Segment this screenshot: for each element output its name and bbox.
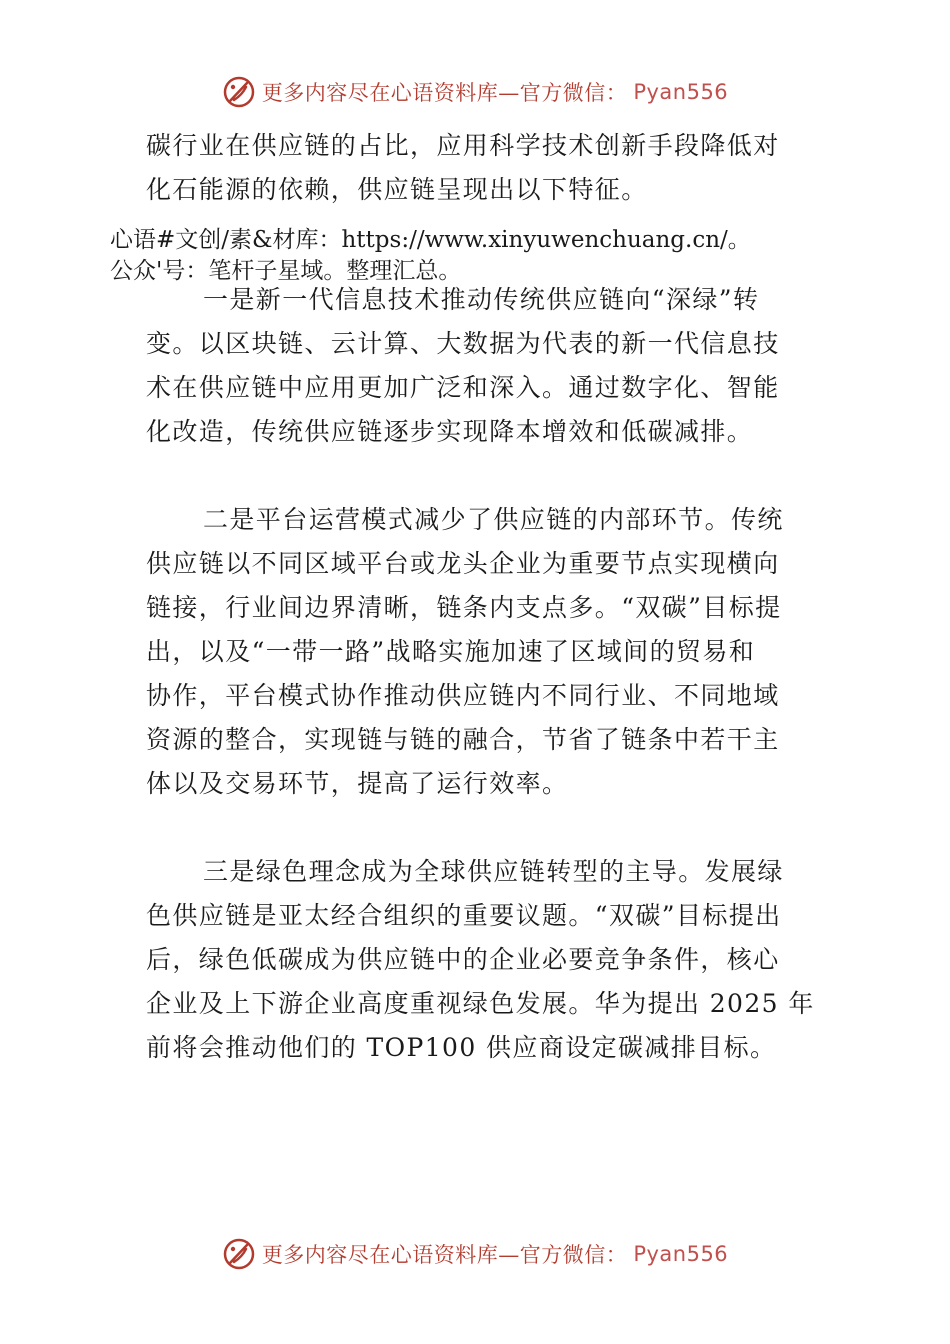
paragraph-1-line: 一是新一代信息技术推动传统供应链向“深绿”转 [203, 285, 760, 314]
intro-line: 碳行业在供应链的占比，应用科学技术创新手段降低对 [146, 131, 780, 160]
watermark-line: 公众'号：笔杆子星域。整理汇总。 [110, 258, 462, 284]
paragraph-3-line: 三是绿色理念成为全球供应链转型的主导。发展绿 [203, 857, 784, 886]
paragraph-2-line: 体以及交易环节，提高了运行效率。 [146, 769, 569, 798]
paragraph-2-line: 出，以及“一带一路”战略实施加速了区域间的贸易和 [146, 637, 756, 666]
paragraph-3-line: 色供应链是亚太经合组织的重要议题。“双碳”目标提出 [146, 901, 782, 930]
paragraph-3-line: 前将会推动他们的 TOP100 供应商设定碳减排目标。 [146, 1033, 777, 1062]
intro-line: 化石能源的依赖，供应链呈现出以下特征。 [146, 175, 648, 204]
paragraph-2-line: 协作，平台模式协作推动供应链内不同行业、不同地域 [146, 681, 780, 710]
paragraph-3-line: 企业及上下游企业高度重视绿色发展。华为提出 2025 年 [146, 989, 815, 1018]
banner-wechat-id: Pyan556 [633, 1242, 729, 1266]
paragraph-2-line: 资源的整合，实现链与链的融合，节省了链条中若干主 [146, 725, 780, 754]
paragraph-1-line: 术在供应链中应用更加广泛和深入。通过数字化、智能 [146, 373, 780, 402]
banner-text: 更多内容尽在心语资料库—官方微信： [261, 1243, 628, 1267]
paragraph-2-line: 链接，行业间边界清晰，链条内支点多。“双碳”目标提 [146, 593, 782, 622]
banner-wechat-id: Pyan556 [633, 80, 729, 104]
paragraph-1-line: 变。以区块链、云计算、大数据为代表的新一代信息技 [146, 329, 780, 358]
paragraph-3-line: 后，绿色低碳成为供应链中的企业必要竞争条件，核心 [146, 945, 780, 974]
watermark-line: 心语#文创/素&材库：https://www.xinyuwenchuang.cn/。 [110, 227, 751, 253]
footer-banner [0, 1232, 950, 1276]
paragraph-2-line: 供应链以不同区域平台或龙头企业为重要节点实现横向 [146, 549, 780, 578]
quill-seal-icon [222, 1237, 256, 1271]
banner-text: 更多内容尽在心语资料库—官方微信： [261, 81, 628, 105]
paragraph-1-line: 化改造，传统供应链逐步实现降本增效和低碳减排。 [146, 417, 754, 446]
paragraph-2-line: 二是平台运营模式减少了供应链的内部环节。传统 [203, 505, 784, 534]
